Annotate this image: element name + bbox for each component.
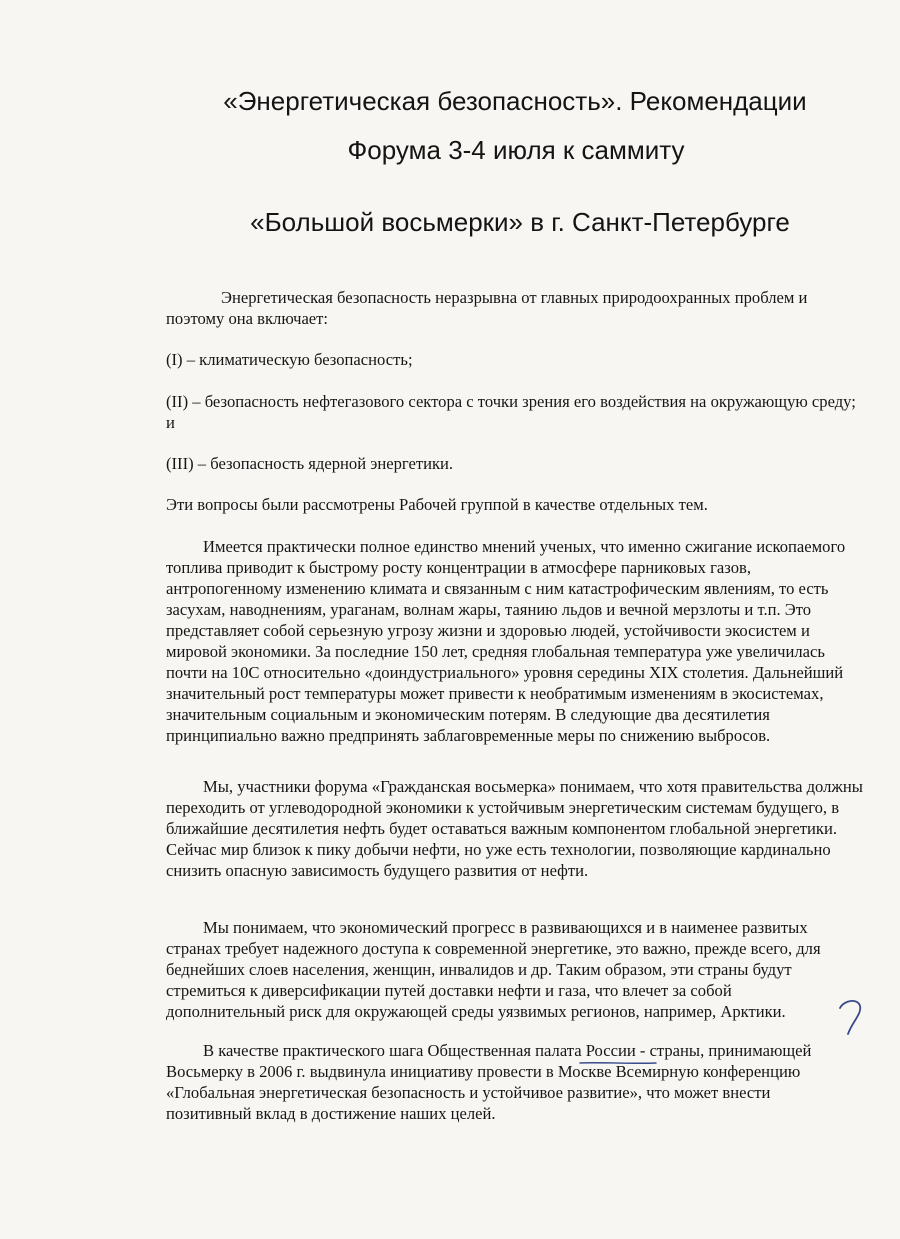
paragraph-developing-countries: Мы понимаем, что экономический прогресс в развивающихся и в наименее развитых странах требует надежного доступа к современной энергетике, это важно, прежде всего, для беднейших слоев населения, женщин, инвалидов и др. Таким образом, эти страны будут стремиться к диверсификации путей доставки нефти и газа, что влечет за собой дополнительный риск для окружающей среды уязвимых регионов, например, Арктики. xyxy=(166,918,821,1021)
list-item-3: (III) – безопасность ядерной энергетики. xyxy=(166,454,454,473)
paragraph-oil: Мы, участники форума «Гражданская восьмерка» понимаем, что хотя правительства должны переходить от углеводородной экономики к устойчивым энергетическим системам будущего, в ближайшие десятилетия нефть будет оставаться важным компонентом глобальной энергетики. Сейчас мир близок к пику добычи нефти, но уже есть технологии, позволяющие кардинально снизить опасную зависимость будущего развития от нефти. xyxy=(166,777,863,880)
paragraph-conference: В качестве практического шага Общественная палата России - страны, принимающей Восьмерку в 2006 г. выдвинула инициативу провести в Москве Всемирную конференцию «Глобальная энергетическая безопасность и устойчивое развитие», что может внести позитивный вклад в достижение наших целей. xyxy=(166,1041,812,1123)
topics-note: Эти вопросы были рассмотрены Рабочей группой в качестве отдельных тем. xyxy=(166,495,708,514)
title-line-3: «Большой восьмерки» в г. Санкт-Петербурге xyxy=(250,207,790,237)
handwritten-mark xyxy=(830,990,870,1040)
intro-paragraph: Энергетическая безопасность неразрывна от главных природоохранных проблем и поэтому она включает: xyxy=(166,288,808,328)
paragraph-climate: Имеется практически полное единство мнений ученых, что именно сжигание ископаемого топлива приводит к быстрому росту концентрации в атмосфере парниковых газов, антропогенному изменению климата и связанным с ним катастрофическим явлениям, то есть засухам, наводнениям, ураганам, волнам жары, таянию льдов и вечной мерзлоты и т.п. Это представляет собой серьезную угрозу жизни и здоровью людей, устойчивости экосистем и мировой экономики. За последние 150 лет, средняя глобальная температура уже увеличилась почти на 10С относительно «доиндустриального» уровня середины XIX столетия. Дальнейший значительный рост температуры может привести к необратимым изменениям в экосистемах, значительным социальным и экономическим потерям. В следующие два десятилетия принципиально важно предпринять заблаговременные меры по снижению выбросов. xyxy=(166,537,846,745)
title-line-2: Форума 3-4 июля к саммиту xyxy=(347,135,685,165)
handwritten-underline xyxy=(578,1060,658,1068)
list-item-1: (I) – климатическую безопасность; xyxy=(166,350,413,369)
list-item-2: (II) – безопасность нефтегазового сектора с точки зрения его воздействия на окружающую среду; и xyxy=(166,392,856,432)
title-line-1: «Энергетическая безопасность». Рекомендации xyxy=(223,86,807,116)
